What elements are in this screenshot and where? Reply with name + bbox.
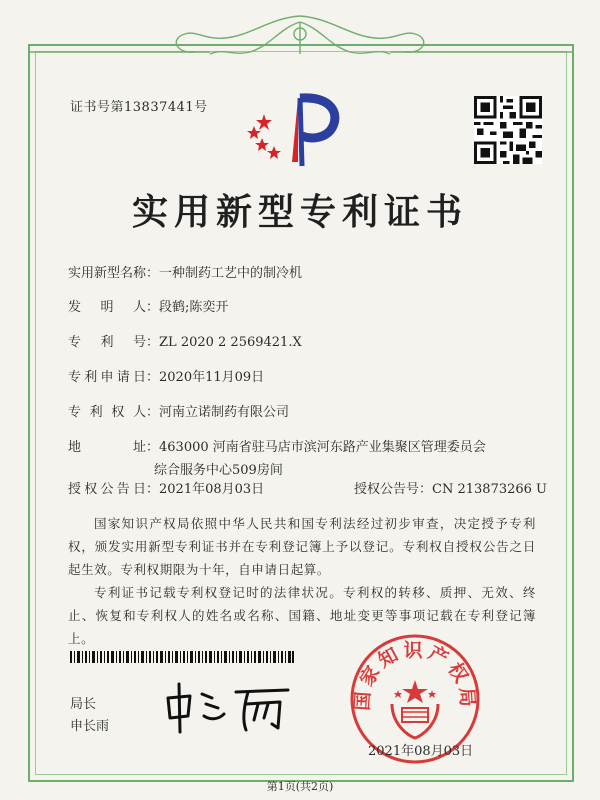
top-ornament-icon (0, 8, 600, 78)
field-grant-number: 授权公告号：CN 213873266 U (354, 482, 548, 497)
field-inventor: 发明人：段鹤;陈奕开 (68, 296, 228, 315)
field-filing-date: 专利申请日：2020年11月09日 (68, 366, 264, 385)
page-number: 第1页(共2页) (266, 780, 334, 793)
field-value: ZL 2020 2 2569421.X (159, 335, 302, 350)
field-value: 463000 河南省驻马店市滨河东路产业集聚区管理委员会 (159, 440, 486, 455)
field-label: 授权公告日 (68, 482, 146, 497)
barcode-icon (70, 651, 294, 663)
field-value: 2021年08月03日 (159, 482, 265, 497)
director-signature-icon (160, 676, 300, 736)
field-patent-number: 专利号：ZL 2020 2 2569421.X (68, 331, 302, 350)
cnipa-logo-icon (240, 90, 345, 170)
certificate-title: 实用新型专利证书 (131, 191, 468, 233)
field-label: 发明人 (68, 300, 146, 315)
field-value: CN 213873266 U (432, 482, 548, 497)
field-value: 2020年11月09日 (159, 370, 265, 385)
seal-date: 2021年08月03日 (368, 744, 474, 759)
field-value: 段鹤;陈奕开 (159, 300, 229, 315)
qr-code-icon (474, 96, 542, 164)
statement-paragraph-2: 专利证书记载专利权登记时的法律状况。专利权的转移、质押、无效、终止、恢复和专利权人的姓名或名称、国籍、地址变更等事项记载在专利登记簿上。 (68, 585, 536, 646)
director-name: 申长雨 (70, 719, 110, 734)
statement-paragraph-1: 国家知识产权局依照中华人民共和国专利法经过初步审查，决定授予专利权，颁发实用新型专利证书并在专利登记簿上予以登记。专利权自授权公告之日起生效。专利权期限为十年，自申请日起算。 (68, 516, 536, 577)
field-label: 实用新型名称 (68, 266, 147, 281)
field-address-line2: 综合服务中心509房间 (154, 463, 283, 478)
field-grant-date: 授权公告日：2021年08月03日 (68, 478, 264, 497)
director-title: 局长 (70, 697, 97, 712)
field-label: 地址 (68, 440, 146, 455)
field-label: 专利权人 (68, 405, 146, 420)
seal-text: 国家知识产权局 (351, 639, 479, 712)
field-value: 河南立诺制药有限公司 (159, 405, 290, 420)
field-utility-name: 实用新型名称：一种制药工艺中的制冷机 (68, 262, 302, 281)
field-address: 地址：463000 河南省驻马店市滨河东路产业集聚区管理委员会 (68, 436, 486, 455)
field-patentee: 专利权人：河南立诺制药有限公司 (68, 401, 289, 420)
svg-text:国家知识产权局 (351, 638, 478, 711)
certificate-number: 证书号第13837441号 (70, 100, 208, 115)
field-value: 一种制药工艺中的制冷机 (159, 266, 303, 281)
field-label: 专利申请日 (68, 370, 146, 385)
field-label: 授权公告号 (354, 482, 420, 497)
field-label: 专利号 (68, 335, 146, 350)
